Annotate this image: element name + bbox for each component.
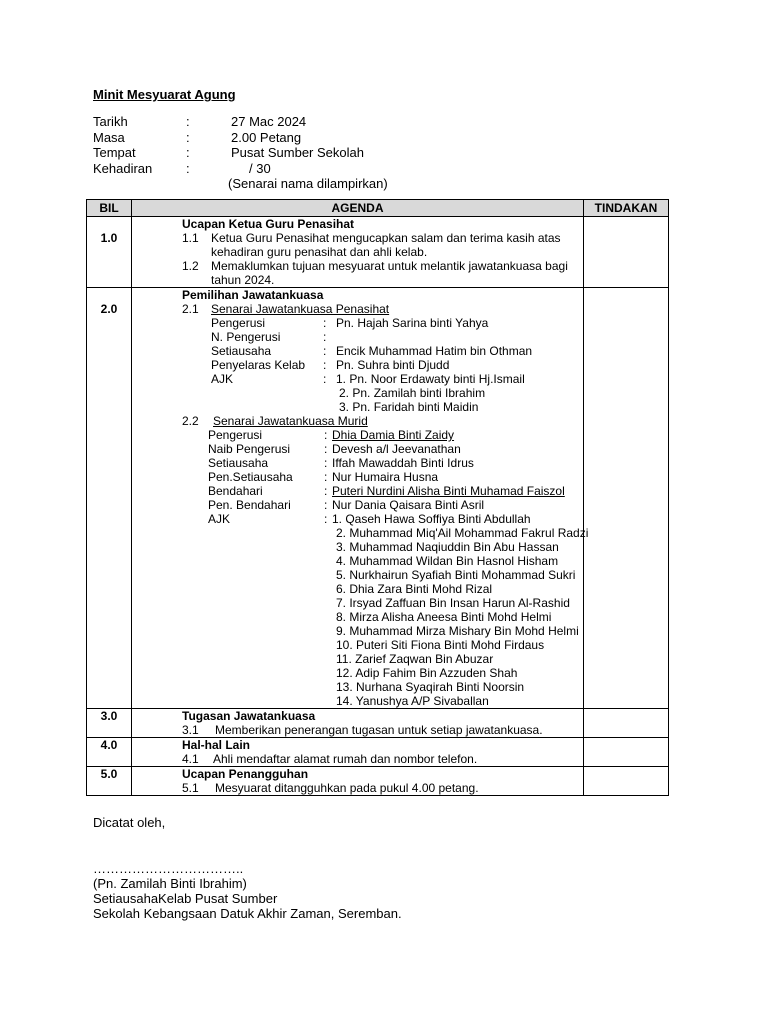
committee-member-row — [182, 442, 583, 456]
ajk-member-row — [182, 582, 583, 596]
item-number: 1.2 — [182, 259, 199, 273]
attendance-note: (Senarai nama dilampirkan) — [228, 176, 388, 191]
member-role: Setiausaha — [211, 344, 272, 358]
member-name: 3. Pn. Faridah binti Maidin — [339, 400, 479, 414]
tindakan-cell — [584, 217, 669, 288]
committee-member-row — [182, 512, 583, 526]
member-role: Pengerusi — [208, 428, 263, 442]
agenda-cell — [132, 217, 584, 288]
committee-member-row — [182, 428, 583, 442]
bil-number: 4.0 — [100, 738, 118, 752]
bil-number: 3.0 — [100, 709, 118, 723]
member-name: 1. Qaseh Hawa Soffiya Binti Abdullah — [332, 512, 531, 526]
tindakan-header: TINDAKAN — [584, 200, 669, 217]
recorded-by-label: Dicatat oleh, — [93, 815, 166, 830]
agenda-item — [182, 723, 583, 737]
agenda-header: AGENDA — [132, 200, 584, 217]
ajk-member-row — [182, 694, 583, 708]
agenda-item-continued — [182, 273, 583, 287]
agenda-item — [182, 231, 583, 245]
item-text: tahun 2024. — [211, 273, 275, 287]
member-name: Nur Dania Qaisara Binti Asril — [332, 498, 485, 512]
member-name: Devesh a/l Jeevanathan — [332, 442, 461, 456]
colon: : — [324, 428, 328, 442]
member-name: 2. Muhammad Miq'Ail Mohammad Fakrul Radzi — [336, 526, 589, 540]
tindakan-cell — [584, 738, 669, 767]
colon: : — [324, 470, 328, 484]
member-name: 5. Nurkhairun Syafiah Binti Mohammad Sukri — [336, 568, 576, 582]
subsection-label: Senarai Jawatankuasa Murid — [213, 414, 368, 428]
member-name: 10. Puteri Siti Fiona Binti Mohd Firdaus — [336, 638, 545, 652]
attendance-label: Kehadiran — [93, 160, 153, 176]
agenda-cell — [132, 709, 584, 738]
tindakan-cell — [584, 767, 669, 796]
item-text: Mesyuarat ditangguhkan pada pukul 4.00 petang. — [215, 781, 479, 795]
member-name: Puteri Nurdini Alisha Binti Muhamad Faiszol — [332, 484, 565, 498]
member-name: 13. Nurhana Syaqirah Binti Noorsin — [336, 680, 525, 694]
tindakan-cell — [584, 709, 669, 738]
agenda-item — [182, 752, 583, 766]
member-role: Bendahari — [208, 484, 263, 498]
item-number: 1.1 — [182, 231, 199, 245]
ajk-member-row — [182, 400, 583, 414]
member-name: 12. Adip Fahim Bin Azzuden Shah — [336, 666, 518, 680]
venue-label: Tempat — [93, 145, 136, 160]
member-name: 14. Yanushya A/P Sivaballan — [336, 694, 489, 708]
colon: : — [186, 145, 190, 160]
signatory-position: SetiausahaKelab Pusat Sumber — [93, 891, 278, 906]
member-role: Pengerusi — [211, 316, 266, 330]
member-name: 9. Muhammad Mirza Mishary Bin Mohd Helmi — [336, 624, 579, 638]
school-name: Sekolah Kebangsaan Datuk Akhir Zaman, Seremban. — [93, 906, 402, 921]
ajk-member-row — [182, 652, 583, 666]
attendance-value: / 30 — [249, 160, 271, 176]
table-row — [87, 217, 669, 288]
member-name: 7. Irsyad Zaffuan Bin Insan Harun Al-Rashid — [336, 596, 570, 610]
member-role: Naib Pengerusi — [208, 442, 291, 456]
ajk-member-row — [182, 568, 583, 582]
date-label: Tarikh — [93, 114, 128, 129]
member-name: 8. Mirza Alisha Aneesa Binti Mohd Helmi — [336, 610, 552, 624]
bil-number: 1.0 — [100, 231, 118, 245]
item-text: Memaklumkan tujuan mesyuarat untuk melantik jawatankuasa bagi — [211, 259, 568, 273]
section-heading: Ucapan Ketua Guru Penasihat — [182, 217, 355, 231]
colon: : — [323, 344, 327, 358]
member-name: Iffah Mawaddah Binti Idrus — [332, 456, 474, 470]
committee-member-row — [182, 344, 583, 358]
advisor-list — [182, 316, 583, 414]
bil-number: 5.0 — [100, 767, 118, 781]
colon: : — [324, 484, 328, 498]
item-number: 5.1 — [182, 781, 199, 795]
ajk-member-row — [182, 540, 583, 554]
ajk-member-row — [182, 666, 583, 680]
colon: : — [323, 330, 327, 344]
signature-line: …………………………….. — [93, 861, 244, 876]
ajk-member-row — [182, 680, 583, 694]
member-name: Pn. Hajah Sarina binti Yahya — [336, 316, 489, 330]
date-value: 27 Mac 2024 — [231, 114, 307, 129]
member-name: 3. Muhammad Naqiuddin Bin Abu Hassan — [336, 540, 559, 554]
agenda-cell — [132, 288, 589, 709]
member-name: Dhia Damia Binti Zaidy — [332, 428, 455, 442]
item-text: Ketua Guru Penasihat mengucapkan salam dan terima kasih atas — [211, 231, 561, 245]
member-name: 4. Muhammad Wildan Bin Hasnol Hisham — [336, 554, 559, 568]
section-heading: Tugasan Jawatankuasa — [182, 709, 316, 723]
time-value: 2.00 Petang — [231, 129, 302, 145]
item-text: Memberikan penerangan tugasan untuk setiap jawatankuasa. — [215, 723, 543, 737]
committee-member-row — [182, 372, 583, 386]
item-number: 3.1 — [182, 723, 199, 737]
member-role: Setiausaha — [208, 456, 269, 470]
agenda-table — [86, 199, 669, 796]
table-row — [87, 288, 669, 709]
document-title: Minit Mesyuarat Agung — [93, 87, 236, 102]
item-number: 2.2 — [182, 414, 199, 428]
member-name: 6. Dhia Zara Binti Mohd Rizal — [336, 582, 493, 596]
colon: : — [324, 442, 328, 456]
ajk-member-row — [182, 638, 583, 652]
signatory-name: (Pn. Zamilah Binti Ibrahim) — [93, 876, 247, 891]
bil-cell — [87, 738, 132, 767]
ajk-member-row — [182, 526, 589, 540]
subsection-label: Senarai Jawatankuasa Penasihat — [211, 302, 390, 316]
section-heading: Ucapan Penangguhan — [182, 767, 309, 781]
ajk-member-row — [182, 386, 583, 400]
ajk-member-row — [182, 610, 583, 624]
member-name: Pn. Suhra binti Djudd — [336, 358, 450, 372]
member-name: Nur Humaira Husna — [332, 470, 439, 484]
section-heading: Pemilihan Jawatankuasa — [182, 288, 324, 302]
member-name: 11. Zarief Zaqwan Bin Abuzar — [336, 652, 494, 666]
colon: : — [186, 129, 190, 145]
table-header-row — [87, 200, 669, 217]
table-row — [87, 767, 669, 796]
colon: : — [323, 358, 327, 372]
member-name: Encik Muhammad Hatim bin Othman — [336, 344, 533, 358]
committee-member-row — [182, 358, 583, 372]
agenda-cell — [132, 767, 584, 796]
member-role: Pen. Bendahari — [208, 498, 291, 512]
table-row — [87, 709, 669, 738]
ajk-member-row — [182, 554, 583, 568]
subsection-title — [182, 414, 583, 428]
agenda-cell — [132, 738, 584, 767]
member-role: Penyelaras Kelab — [211, 358, 306, 372]
bil-cell — [87, 709, 132, 738]
bil-number: 2.0 — [100, 302, 118, 316]
ajk-member-row — [182, 596, 583, 610]
committee-member-row — [182, 456, 583, 470]
venue-value: Pusat Sumber Sekolah — [231, 145, 364, 160]
bil-cell — [87, 217, 132, 288]
colon: : — [324, 456, 328, 470]
member-role: AJK — [208, 512, 231, 526]
colon: : — [323, 316, 327, 330]
ajk-member-row — [182, 624, 583, 638]
member-name: 1. Pn. Noor Erdawaty binti Hj.Ismail — [336, 372, 525, 386]
committee-member-row — [182, 470, 583, 484]
member-role: AJK — [211, 372, 234, 386]
member-name: 2. Pn. Zamilah binti Ibrahim — [339, 386, 486, 400]
member-role: Pen.Setiausaha — [208, 470, 293, 484]
committee-member-row — [182, 330, 583, 344]
committee-member-row — [182, 316, 583, 330]
bil-header: BIL — [87, 200, 132, 217]
bil-cell — [87, 767, 132, 796]
colon: : — [324, 512, 328, 526]
subsection-title — [182, 302, 583, 316]
committee-member-row — [182, 498, 583, 512]
member-role: N. Pengerusi — [211, 330, 281, 344]
student-committee-list — [182, 428, 589, 708]
time-label: Masa — [93, 129, 125, 145]
colon: : — [186, 114, 190, 129]
colon: : — [324, 498, 328, 512]
colon: : — [186, 160, 190, 176]
item-number: 4.1 — [182, 752, 199, 766]
item-text: Ahli mendaftar alamat rumah dan nombor telefon. — [213, 752, 478, 766]
agenda-item — [182, 781, 583, 795]
table-row — [87, 738, 669, 767]
colon: : — [323, 372, 327, 386]
tindakan-cell — [584, 288, 669, 709]
item-number: 2.1 — [182, 302, 199, 316]
bil-cell — [87, 288, 132, 709]
section-heading: Hal-hal Lain — [182, 738, 251, 752]
agenda-item — [182, 259, 583, 273]
agenda-item-continued — [182, 245, 583, 259]
committee-member-row — [182, 484, 583, 498]
item-text: kehadiran guru penasihat dan ahli kelab. — [211, 245, 428, 259]
